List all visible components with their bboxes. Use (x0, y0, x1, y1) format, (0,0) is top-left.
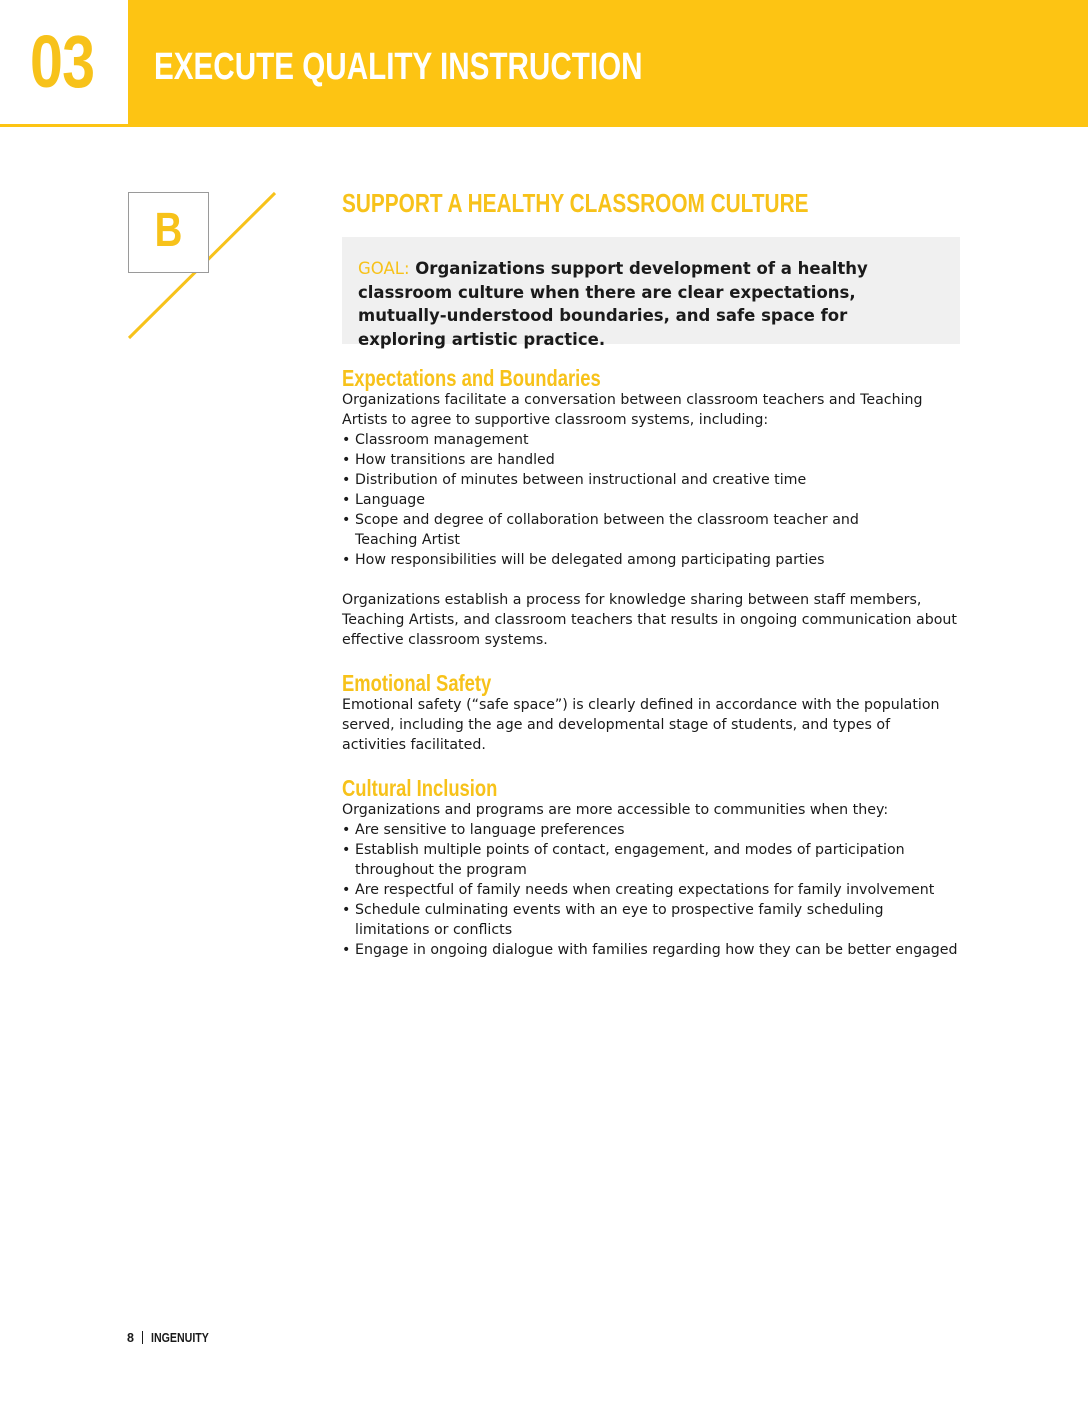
goal-label: GOAL: (358, 259, 410, 278)
list-item: • Distribution of minutes between instructional and creative time (342, 470, 942, 490)
section-letter-box (128, 192, 209, 273)
emotional-safety-text: Emotional safety (“safe space”) is clearly defined in accordance with the population served, including the age and developmental stage of students, and types of activities facilitated. (342, 697, 940, 753)
chapter-title: EXECUTE QUALITY INSTRUCTION (154, 46, 643, 88)
section-letter: B (154, 204, 183, 257)
footer-brand: INGENUITY (150, 1331, 209, 1345)
list-item: • Schedule culminating events with an eye to prospective family scheduling limitations or conflicts (342, 900, 900, 940)
list-item: • How transitions are handled (342, 450, 942, 470)
cultural-inclusion-list (342, 820, 972, 960)
expectations-body (342, 390, 942, 570)
expectations-list (342, 430, 942, 570)
chapter-number-box (0, 0, 128, 124)
cultural-inclusion-heading: Cultural Inclusion (342, 775, 498, 801)
page-footer (127, 1330, 219, 1346)
cultural-inclusion-intro: Organizations and programs are more accessible to communities when they: (342, 802, 889, 818)
footer-divider (142, 1331, 143, 1344)
section-title: SUPPORT A HEALTHY CLASSROOM CULTURE (342, 188, 809, 218)
list-item: • Are sensitive to language preferences (342, 820, 972, 840)
emotional-safety-heading: Emotional Safety (342, 670, 492, 696)
list-item: • Language (342, 490, 942, 510)
goal-statement (358, 257, 938, 351)
list-item: • How responsibilities will be delegated among participating parties (342, 550, 942, 570)
expectations-heading: Expectations and Boundaries (342, 365, 601, 391)
page-number: 8 (127, 1331, 134, 1345)
expectations-intro: Organizations facilitate a conversation between classroom teachers and Teaching Artists to agree to supportive classroom systems, including: (342, 392, 923, 428)
cultural-inclusion-body (342, 800, 972, 960)
goal-text: Organizations support development of a healthy classroom culture when there are clear expectations, mutually-understood boundaries, and safe space for exploring artistic practice. (358, 259, 868, 349)
list-item: • Engage in ongoing dialogue with families regarding how they can be better engaged (342, 940, 972, 960)
list-item: • Are respectful of family needs when creating expectations for family involvement (342, 880, 972, 900)
list-item: • Scope and degree of collaboration between the classroom teacher and Teaching Artist (342, 510, 865, 550)
chapter-number: 03 (30, 20, 95, 103)
expectations-closing: Organizations establish a process for knowledge sharing between staff members, Teaching Artists, and classroom teachers that results in ongoing communication about effective classroom systems. (342, 592, 957, 648)
header-underline (0, 124, 128, 127)
goal-box (342, 237, 960, 349)
list-item: • Establish multiple points of contact, engagement, and modes of participation throughout the program (342, 840, 930, 880)
list-item: • Classroom management (342, 430, 942, 450)
